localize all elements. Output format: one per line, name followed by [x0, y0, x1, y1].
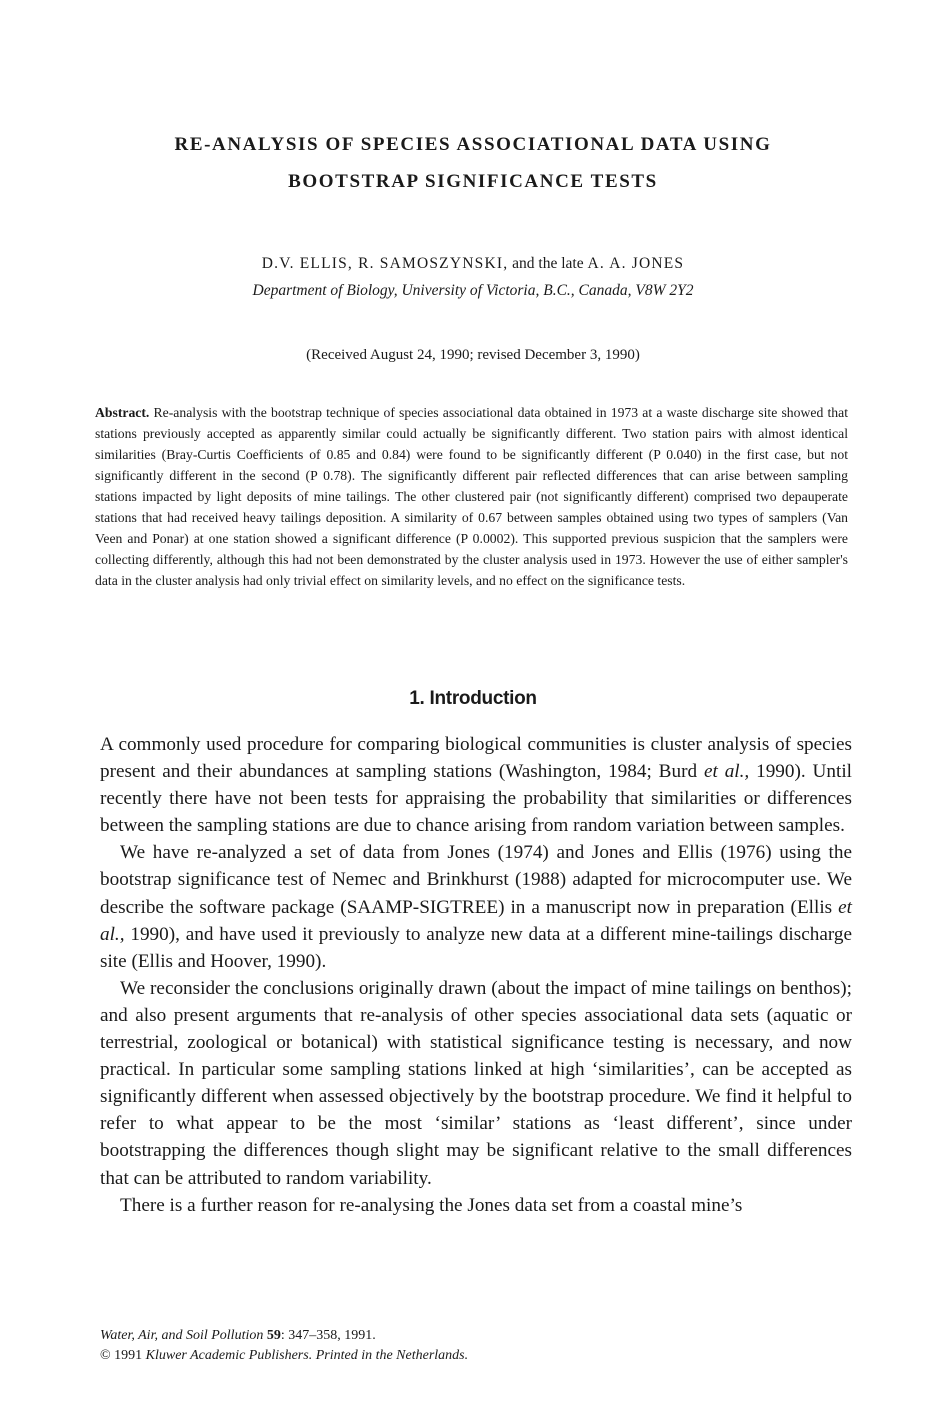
page-footer: [100, 1326, 852, 1366]
affiliation: Department of Biology, University of Victoria, B.C., Canada, V8W 2Y2: [252, 282, 694, 299]
late-prefix: and the late: [512, 255, 584, 272]
journal-pages: : 347–358, 1991.: [280, 1328, 376, 1343]
paragraph-2: [100, 839, 852, 974]
copyright-line: [100, 1346, 852, 1366]
paper-title-line-2: BOOTSTRAP SIGNIFICANCE TESTS: [288, 171, 658, 192]
paragraph-4: There is a further reason for re-analysing the Jones data set from a coastal mine’s: [120, 1194, 743, 1216]
received-dates: (Received August 24, 1990; revised December 3, 1990): [306, 347, 640, 363]
author-names: D.V. ELLIS, R. SAMOSZYNSKI,: [261, 255, 509, 272]
copyright-year: © 1991: [100, 1348, 143, 1363]
body-text: [100, 731, 852, 1219]
paper-title-line-1: RE-ANALYSIS OF SPECIES ASSOCIATIONAL DATA USING: [174, 134, 772, 155]
journal-name: Water, Air, and Soil Pollution: [100, 1328, 264, 1343]
author-line: [0, 255, 946, 273]
abstract-label: Abstract.: [95, 405, 150, 420]
publisher: Kluwer Academic Publishers. Printed in the Netherlands.: [145, 1348, 469, 1363]
abstract-text: Re-analysis with the bootstrap technique of species associational data obtained in 1973 at a waste discharge site showed that stations previously accepted as apparently similar could actually be significantly different. Two station pairs with almost identical similarities (Bray-Curtis Coefficients of 0.85 and 0.84) were found to be significantly different (P 0.040) in the first case, but not significantly different in the second (P 0.78). The significantly different pair reflected differences that can arise between sampling stations impacted by light deposits of mine tailings. The other clustered pair (not significantly different) comprised two depauperate stations that had received heavy tailings deposition. A similarity of 0.67 between samples obtained using two types of samplers (Van Veen and Ponar) at one station showed a significant difference (P 0.0002). This supported previous suspicion that the samplers were collecting differently, although this had not been demonstrated by the cluster analysis used in 1973. However the use of either sampler's data in the cluster analysis had only trivial effect on similarity levels, and no effect on the significance tests.: [95, 405, 848, 588]
section-heading: 1. Introduction: [409, 688, 537, 709]
paragraph-1-part-a: A commonly used procedure for comparing biological communities is cluster analysis of species present and their abundances at sampling stations (Washington, 1984; Burd: [100, 734, 852, 783]
paragraph-2-etal: et al.,: [100, 896, 852, 945]
paragraph-3: We reconsider the conclusions originally drawn (about the impact of mine tailings on benthos); and also present arguments that re-analysis of other species associational data sets (aquatic or terrestrial, zoological or botanical) with statistical significance testing is necessary, and now practical. In particular some sampling stations linked at high ‘similarities’, can be accepted as significantly different when assessed objectively by the bootstrap procedure. We find it helpful to refer to what appear to be the most ‘similar’ stations as ‘least different’, since under bootstrapping the differences though slight may be significant relative to the small differences that can be attributed to random variability.: [100, 977, 852, 1189]
paragraph-1-part-b: 1990). Until recently there have not been tests for appraising the probability that similarities or differences between the sampling stations are due to chance arising from random variation between samples.: [100, 761, 853, 837]
paragraph-1: [100, 731, 852, 839]
journal-volume: 59: [266, 1328, 281, 1343]
paragraph-2-part-a: We have re-analyzed a set of data from Jones (1974) and Jones and Ellis (1976) using the bootstrap significance test of Nemec and Brinkhurst (1988) adapted for microcomputer use. We describe the software package (SAAMP-SIGTREE) in a manuscript now in preparation (Ellis: [100, 842, 852, 918]
late-author-name: A. A. JONES: [587, 255, 685, 272]
citation-line: [100, 1326, 852, 1346]
paragraph-2-part-b: 1990), and have used it previously to analyze new data at a different mine-tailings discharge site (Ellis and Hoover, 1990).: [100, 923, 853, 972]
abstract: [95, 402, 848, 591]
paragraph-1-etal: et al.,: [703, 761, 750, 783]
